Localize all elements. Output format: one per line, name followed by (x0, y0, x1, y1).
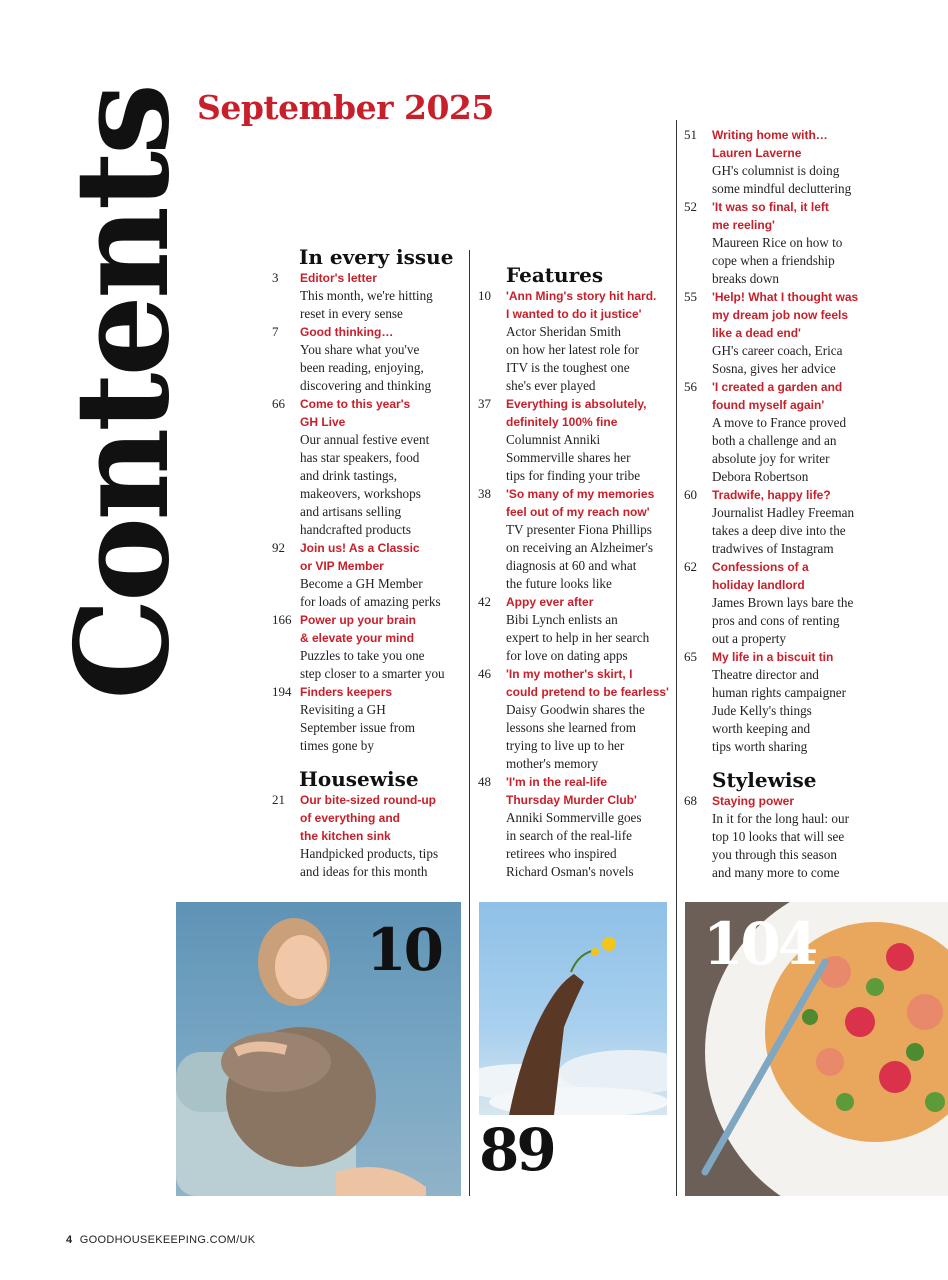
photo-page-number-middle: 89 (479, 1116, 554, 1184)
toc-description: Theatre director and human rights campaigner Jude Kelly's things worth keeping and tips worth sharing (712, 667, 847, 754)
toc-entry[interactable] (478, 773, 673, 881)
toc-headline: Tradwife, happy life? (712, 488, 831, 502)
toc-entry[interactable] (684, 198, 879, 288)
section-heading-housewise: Housewise (299, 767, 419, 791)
toc-page-number: 62 (684, 559, 697, 574)
footer-site-url: GOODHOUSEKEEPING.COM/UK (79, 1234, 256, 1246)
toc-entry[interactable] (684, 648, 879, 756)
toc-description: Our annual festive event has star speakers, food and drink tastings, makeovers, workshops and artisans selling handcrafted products (300, 432, 430, 537)
toc-page-number: 21 (272, 792, 285, 807)
toc-description: Bibi Lynch enlists an expert to help in her search for love on dating apps (506, 612, 650, 663)
column-features-continued (684, 126, 879, 882)
features-continued-list (684, 126, 879, 756)
section-heading-in-every-issue: In every issue (299, 245, 454, 269)
salad-photo (685, 902, 948, 1196)
flower-hand-illustration (479, 902, 667, 1115)
toc-description: Columnist Anniki Sommerville shares her tips for finding your tribe (506, 432, 641, 483)
in-every-issue-list (272, 269, 467, 755)
toc-headline: 'So many of my memories feel out of my reach now' (506, 487, 655, 519)
toc-description: This month, we're hitting reset in every sense (300, 288, 433, 321)
toc-description: Handpicked products, tips and ideas for this month (300, 846, 439, 879)
toc-headline: Good thinking… (300, 325, 394, 339)
toc-headline: Writing home with… Lauren Laverne (712, 128, 828, 160)
toc-headline: Appy ever after (506, 595, 594, 609)
toc-page-number: 65 (684, 649, 697, 664)
toc-description: A move to France proved both a challenge and an absolute joy for writer Debora Robertson (712, 415, 847, 484)
toc-description: GH's career coach, Erica Sosna, gives her advice (712, 343, 843, 376)
toc-entry[interactable] (684, 288, 879, 378)
toc-entry[interactable] (478, 665, 673, 773)
photo-page-number-left: 10 (366, 916, 441, 984)
toc-description: Journalist Hadley Freeman takes a deep dive into the tradwives of Instagram (712, 505, 855, 556)
column-divider-1 (469, 250, 470, 1196)
toc-entry[interactable] (272, 791, 467, 881)
toc-entry[interactable] (478, 485, 673, 593)
toc-entry[interactable] (272, 395, 467, 539)
toc-entry[interactable] (478, 593, 673, 665)
toc-page-number: 92 (272, 540, 285, 555)
toc-headline: 'I'm in the real-life Thursday Murder Club' (506, 775, 637, 807)
toc-headline: Join us! As a Classic or VIP Member (300, 541, 420, 573)
section-heading-stylewise: Stylewise (712, 768, 817, 792)
toc-headline: Editor's letter (300, 271, 377, 285)
page-title: Contents (48, 86, 198, 700)
section-heading-features: Features (506, 263, 604, 287)
toc-entry[interactable] (272, 269, 467, 323)
toc-page-number: 68 (684, 793, 697, 808)
toc-page-number: 48 (478, 774, 491, 789)
toc-entry[interactable] (684, 486, 879, 558)
toc-headline: Finders keepers (300, 685, 393, 699)
toc-page-number: 10 (478, 288, 491, 303)
toc-page-number: 66 (272, 396, 285, 411)
toc-headline: Come to this year's GH Live (300, 397, 411, 429)
toc-headline: Power up your brain & elevate your mind (300, 613, 417, 645)
toc-description: Puzzles to take you one step closer to a smarter you (300, 648, 445, 681)
toc-description: GH's columnist is doing some mindful decluttering (712, 163, 852, 196)
toc-description: Maureen Rice on how to cope when a friendship breaks down (712, 235, 843, 286)
toc-page-number: 7 (272, 324, 279, 339)
toc-headline: Confessions of a holiday landlord (712, 560, 809, 592)
toc-headline: Our bite-sized round-up of everything and the kitchen sink (300, 793, 436, 843)
toc-entry[interactable] (684, 558, 879, 648)
toc-page-number: 52 (684, 199, 697, 214)
toc-description: Anniki Sommerville goes in search of the real-life retirees who inspired Richard Osman's novels (506, 810, 642, 879)
toc-page-number: 51 (684, 127, 697, 142)
column-divider-2 (676, 120, 677, 1196)
toc-entry[interactable] (478, 287, 673, 395)
toc-headline: 'In my mother's skirt, I could pretend to be fearless' (506, 667, 669, 699)
sheridan-smith-photo (176, 902, 461, 1196)
toc-entry[interactable] (684, 378, 879, 486)
toc-description: In it for the long haul: our top 10 looks that will see you through this season and many more to come (712, 811, 849, 880)
toc-entry[interactable] (478, 395, 673, 485)
footer-page-number: 4 (66, 1234, 73, 1246)
column-features (478, 263, 673, 881)
toc-page-number: 194 (272, 684, 292, 699)
housewise-list (272, 791, 467, 881)
toc-page-number: 56 (684, 379, 697, 394)
toc-page-number: 42 (478, 594, 491, 609)
toc-entry[interactable] (272, 323, 467, 395)
issue-date: September 2025 (197, 88, 494, 127)
toc-headline: Everything is absolutely, definitely 100% fine (506, 397, 647, 429)
toc-entry[interactable] (684, 792, 879, 882)
toc-headline: 'Help! What I thought was my dream job now feels like a dead end' (712, 290, 859, 340)
toc-description: You share what you've been reading, enjoying, discovering and thinking (300, 342, 432, 393)
toc-entry[interactable] (684, 126, 879, 198)
photo-page-number-right: 104 (703, 910, 816, 978)
toc-description: Daisy Goodwin shares the lessons she learned from trying to live up to her mother's memory (506, 702, 645, 771)
toc-headline: 'I created a garden and found myself again' (712, 380, 843, 412)
toc-description: TV presenter Fiona Phillips on receiving an Alzheimer's diagnosis at 60 and what the future looks like (506, 522, 654, 591)
toc-description: James Brown lays bare the pros and cons of renting out a property (712, 595, 854, 646)
flower-hand-photo (479, 902, 667, 1115)
toc-page-number: 38 (478, 486, 491, 501)
toc-entry[interactable] (272, 611, 467, 683)
features-list (478, 287, 673, 881)
toc-entry[interactable] (272, 539, 467, 611)
toc-page-number: 166 (272, 612, 292, 627)
toc-page-number: 55 (684, 289, 697, 304)
toc-entry[interactable] (272, 683, 467, 755)
toc-page-number: 3 (272, 270, 279, 285)
toc-description: Actor Sheridan Smith on how her latest role for ITV is the toughest one she's ever played (506, 324, 639, 393)
toc-headline: Staying power (712, 794, 795, 808)
toc-headline: 'Ann Ming's story hit hard. I wanted to do it justice' (506, 289, 657, 321)
stylewise-list (684, 792, 879, 882)
toc-page-number: 46 (478, 666, 491, 681)
toc-page-number: 37 (478, 396, 491, 411)
toc-description: Become a GH Member for loads of amazing perks (300, 576, 441, 609)
toc-description: Revisiting a GH September issue from times gone by (300, 702, 415, 753)
toc-page-number: 60 (684, 487, 697, 502)
column-in-every-issue (272, 245, 467, 881)
toc-headline: 'It was so final, it left me reeling' (712, 200, 829, 232)
toc-headline: My life in a biscuit tin (712, 650, 834, 664)
page-footer (66, 1234, 255, 1246)
